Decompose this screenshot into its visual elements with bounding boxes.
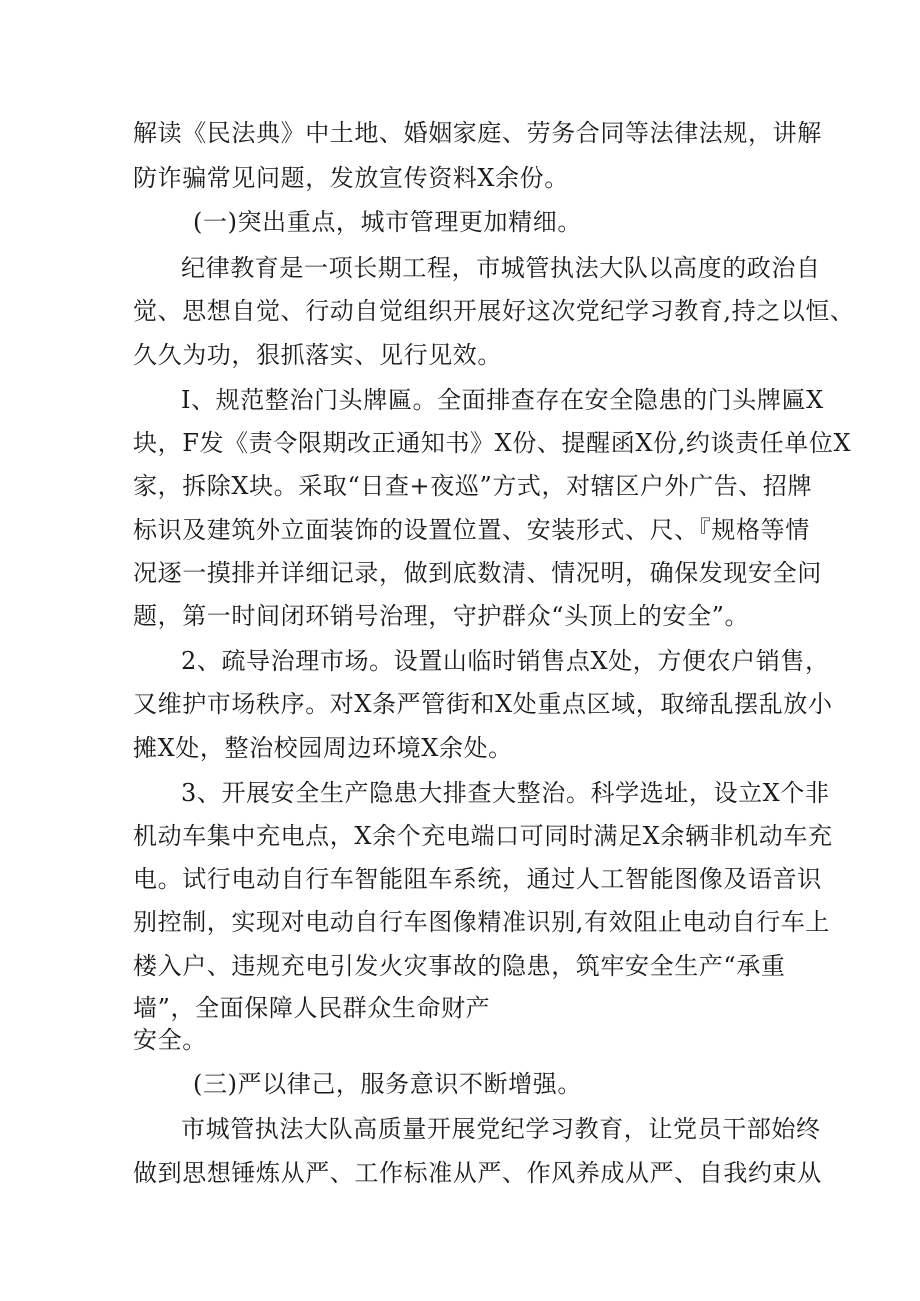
text-line-18: 电。试行电动自行车智能阻车系统，通过人工智能图像及语音识 <box>133 865 822 893</box>
text-line-25: 做到思想锤炼从严、工作标准从严、作风养成从严、自我约束从 <box>133 1159 822 1187</box>
text-line-10: 标识及建筑外立面装饰的设置位置、安装形式、尺、『规格等情 <box>133 516 810 544</box>
text-line-1: 解读《民法典》中土地、婚姻家庭、劳务合同等法律法规，讲解 <box>133 119 822 147</box>
text-line-21: 墙”，全面保障人民群众生命财产 <box>133 994 491 1022</box>
text-line-17: 机动车集中充电点，X余个充电端口可同时满足X余辆非机动车充 <box>133 822 833 850</box>
text-line-7: I、规范整治门头牌匾。全面排查存在安全隐患的门头牌匾X <box>181 386 824 414</box>
text-line-16: 3、开展安全生产隐患大排查大整治。科学选址，设立X个非 <box>181 779 830 807</box>
section-heading-1: (一)突出重点，城市管理更加精细。 <box>193 208 582 236</box>
text-line-12: 题，第一时间闭环销号治理，守护群众“头顶上的安全”。 <box>133 602 750 630</box>
text-line-4: 纪律教育是一项长期工程，市城管执法大队以高度的政治自 <box>181 254 821 282</box>
text-line-14: 又维护市场秩序。对X条严管街和X处重点区域，取缔乱摆乱放小 <box>133 690 833 718</box>
text-line-13: 2、疏导治理市场。设置山临时销售点X处，方便农户销售， <box>181 647 830 675</box>
text-line-8: 块，F发《责令限期改正通知书》X份、提醒函X份,约谈责任单位X <box>133 429 852 457</box>
section-heading-3: (三)严以律己，服务意识不断增强。 <box>193 1070 582 1098</box>
text-line-22: 安全。 <box>133 1026 207 1054</box>
text-line-20: 楼入户、违规充电引发火灾事故的隐患，筑牢安全生产“承重 <box>133 952 786 980</box>
text-line-11: 况逐一摸排并详细记录，做到底数清、情况明，确保发现安全问 <box>133 559 822 587</box>
text-line-5: 觉、思想自觉、行动自觉组织开展好这次党纪学习教育,持之以恒、 <box>133 297 855 325</box>
text-line-19: 别控制，实现对电动自行车图像精准识别,有效阻止电动自行车上 <box>133 908 831 936</box>
text-line-2: 防诈骗常见问题，发放宣传资料X余份。 <box>133 164 569 192</box>
text-line-15: 摊X处，整治校园周边环境X余处。 <box>133 734 513 762</box>
text-line-24: 市城管执法大队高质量开展党纪学习教育，让党员干部始终 <box>181 1115 821 1143</box>
text-line-6: 久久为功，狠抓落实、见行见效。 <box>133 341 502 369</box>
text-line-9: 家，拆除X块。采取“日查+夜巡”方式，对辖区户外广告、招牌 <box>133 472 813 500</box>
